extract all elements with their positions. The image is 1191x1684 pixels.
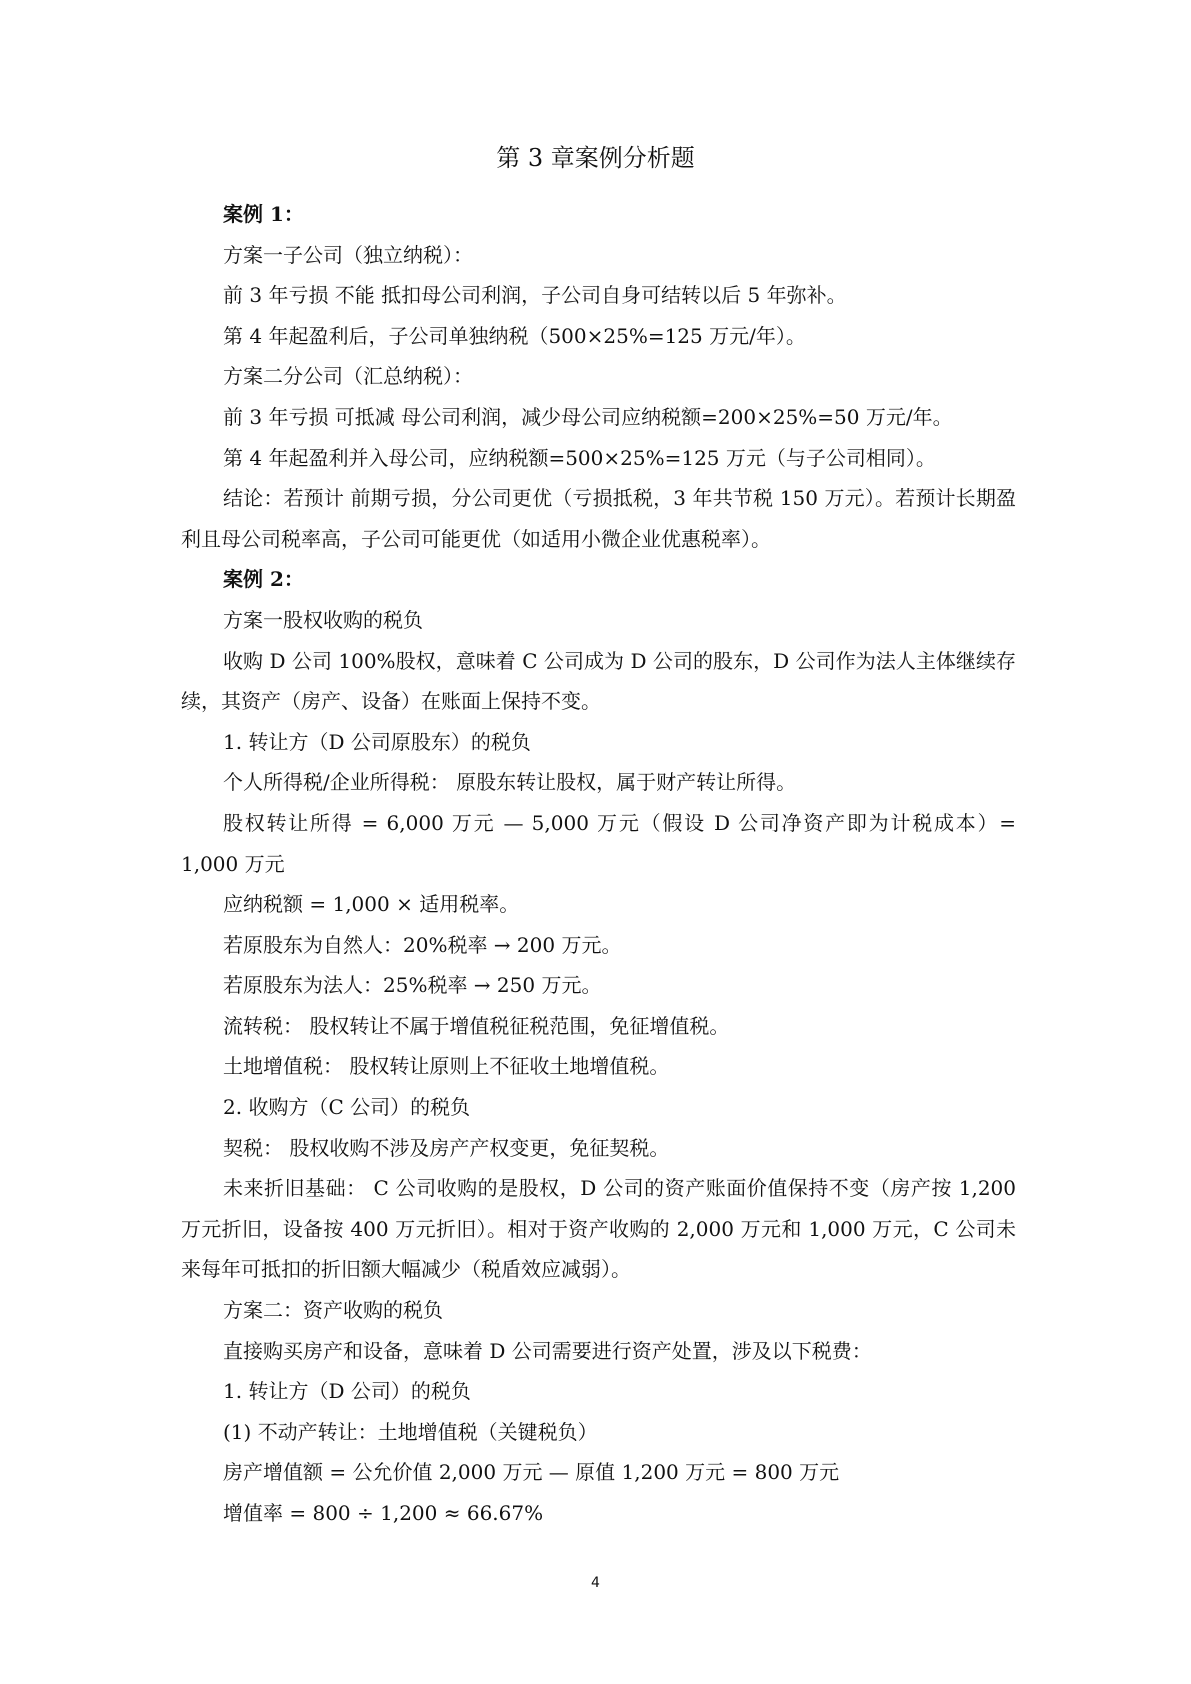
paragraph: 土地增值税： 股权转让原则上不征收土地增值税。: [223, 1054, 670, 1079]
paragraph: 方案一股权收购的税负: [223, 607, 423, 632]
paragraph: 第 4 年起盈利并入母公司，应纳税额=500×25%=125 万元（与子公司相同）。: [223, 445, 936, 470]
paragraph: 流转税： 股权转让不属于增值税征税范围，免征增值税。: [223, 1013, 730, 1038]
page-title: 第 3 章案例分析题: [496, 144, 695, 172]
paragraph: 方案一子公司（独立纳税）：: [223, 242, 473, 267]
case-1-heading: 案例 1：: [223, 202, 304, 226]
paragraph: 股权转让所得 = 6,000 万元 — 5,000 万元（假设 D 公司净资产即为计税成本）= 1,000 万元: [181, 810, 1016, 876]
paragraph: 2. 收购方（C 公司）的税负: [223, 1095, 471, 1120]
paragraph: 若原股东为自然人：20%税率 → 200 万元。: [223, 932, 622, 957]
paragraph: 个人所得税/企业所得税： 原股东转让股权，属于财产转让所得。: [223, 770, 797, 795]
case-2-heading: 案例 2：: [223, 567, 304, 592]
paragraph: 1. 转让方（D 公司）的税负: [223, 1379, 471, 1404]
paragraph: 若原股东为法人：25%税率 → 250 万元。: [223, 973, 602, 998]
paragraph: 直接购买房产和设备，意味着 D 公司需要进行资产处置，涉及以下税费：: [223, 1338, 872, 1363]
paragraph: 前 3 年亏损 可抵减 母公司利润，减少母公司应纳税额=200×25%=50 万元/年。: [223, 404, 953, 429]
paragraph: 前 3 年亏损 不能 抵扣母公司利润，子公司自身可结转以后 5 年弥补。: [223, 283, 847, 308]
paragraph: 方案二分公司（汇总纳税）：: [223, 364, 473, 389]
paragraph: 收购 D 公司 100%股权，意味着 C 公司成为 D 公司的股东，D 公司作为法人主体继续存续，其资产（房产、设备）在账面上保持不变。: [181, 648, 1016, 714]
paragraph: 房产增值额 = 公允价值 2,000 万元 — 原值 1,200 万元 = 800 万元: [223, 1460, 840, 1485]
paragraph: (1) 不动产转让：土地增值税（关键税负）: [223, 1419, 598, 1444]
paragraph: 结论：若预计 前期亏损，分公司更优（亏损抵税，3 年共节税 150 万元）。若预计长期盈利且母公司税率高，子公司可能更优（如适用小微企业优惠税率）。: [181, 486, 1016, 551]
paragraph: 增值率 = 800 ÷ 1,200 ≈ 66.67%: [223, 1501, 544, 1525]
paragraph: 应纳税额 = 1,000 × 适用税率。: [223, 892, 520, 917]
page-number: 4: [591, 1575, 600, 1591]
paragraph: 第 4 年起盈利后，子公司单独纳税（500×25%=125 万元/年）。: [223, 323, 806, 348]
paragraph: 1. 转让方（D 公司原股东）的税负: [223, 729, 531, 754]
paragraph: 契税： 股权收购不涉及房产产权变更，免征契税。: [223, 1135, 670, 1160]
paragraph: 未来折旧基础： C 公司收购的是股权，D 公司的资产账面价值保持不变（房产按 1,200 万元折旧，设备按 400 万元折旧）。相对于资产收购的 2,000 万元和 1,000 万元，C 公司未来每年可抵扣的折旧额大幅减少（税盾效应减弱）。: [181, 1176, 1016, 1282]
document-body: [181, 194, 1016, 1534]
paragraph: 方案二：资产收购的税负: [223, 1298, 443, 1323]
